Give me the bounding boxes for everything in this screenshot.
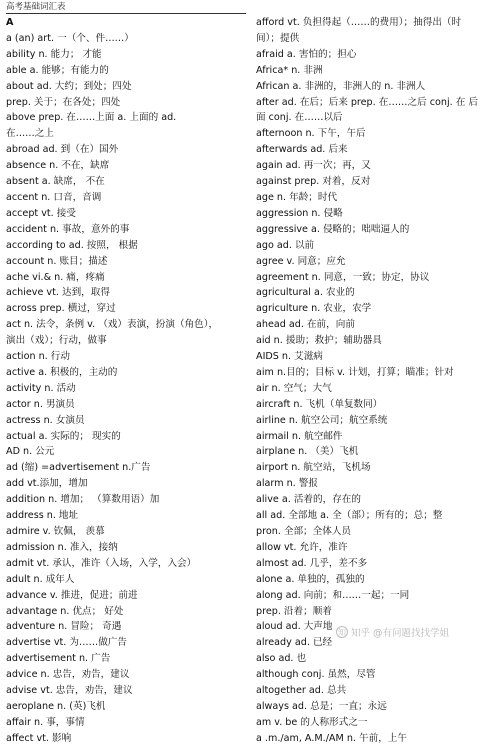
vocab-entry: advertisement n. 广告 <box>6 653 111 665</box>
vocab-entry: address n. 地址 <box>6 510 79 522</box>
vocab-entry: admit vt. 承认，准许（入场，入学，入会） <box>6 557 197 569</box>
vocab-entry: 面 conj. 在……以后 <box>256 112 343 124</box>
vocab-entry: agreement n. 同意，一致；协定，协议 <box>256 271 430 283</box>
vocab-entry: affair n. 事，事情 <box>6 716 85 728</box>
vocab-entry: aeroplane n. (英)飞机 <box>6 700 106 712</box>
vocab-entry: a (an) art. 一（个、件……） <box>6 32 134 44</box>
vocab-entry: above prep. 在……上面 a. 上面的 ad. <box>6 112 177 124</box>
vocab-entry: advance v. 推进，促进；前进 <box>6 589 138 601</box>
vocab-entry: agriculture n. 农业，农学 <box>256 303 372 315</box>
vocab-entry: against prep. 对着，反对 <box>256 176 371 188</box>
vocab-entry: already ad. 已经 <box>256 637 333 649</box>
left-column <box>6 15 250 747</box>
vocab-entry: advice n. 忠告，劝告，建议 <box>6 669 130 681</box>
vocab-entry: AIDS n. 艾滋病 <box>256 351 323 363</box>
vocab-entry: aggressive a. 侵略的；咄咄逼人的 <box>256 223 410 235</box>
vocab-entry: afterwards ad. 后来 <box>256 144 348 156</box>
vocab-entry: prep. 关于；在各处；四处 <box>6 96 121 108</box>
vocab-entry: ahead ad. 在前，向前 <box>256 319 355 331</box>
vocab-entry: activity n. 活动 <box>6 382 76 394</box>
vocab-entry: accept vt. 接受 <box>6 207 76 219</box>
vocab-entry: a .m./am, A.M./AM n. 午前，上午 <box>256 732 407 744</box>
vocab-entry: airport n. 航空站，飞机场 <box>256 462 371 474</box>
vocab-entry: 演出（戏）；行动，做事 <box>6 335 107 347</box>
vocab-entry: aircraft n. 飞机（单复数同） <box>256 398 383 410</box>
vocab-entry: accent n. 口音，音调 <box>6 191 102 203</box>
vocab-entry: airmail n. 航空邮件 <box>256 430 343 442</box>
vocab-entry: aloud ad. 大声地 <box>256 621 333 633</box>
vocab-entry: age n. 年龄；时代 <box>256 191 338 203</box>
vocab-entry: about ad. 大约；到处；四处 <box>6 80 132 92</box>
vocab-entry: active a. 积极的，主动的 <box>6 366 118 378</box>
vocab-entry: Africa* n. 非洲 <box>256 64 323 76</box>
vocab-entry: pron. 全部；全体人员 <box>256 526 352 537</box>
vocab-entry: afraid a. 害怕的；担心 <box>256 48 357 60</box>
vocab-entry: according to ad. 按照， 根据 <box>6 239 138 251</box>
vocab-entry: afternoon n. 下午，午后 <box>256 128 366 140</box>
vocab-entry: addition n. 增加； （算数用语）加 <box>6 494 160 506</box>
vocab-entry: ago ad. 以前 <box>256 239 315 251</box>
vocab-entry: altogether ad. 总共 <box>256 685 347 697</box>
vocab-entry: airplane n. （美）飞机 <box>256 446 359 458</box>
vocab-entry: able a. 能够；有能力的 <box>6 64 109 76</box>
vocab-entry: agree v. 同意；应允 <box>256 255 346 267</box>
vocab-entry: along ad. 向前；和……一起；一同 <box>256 589 410 601</box>
vocab-entry: airline n. 航空公司；航空系统 <box>256 414 388 426</box>
vocab-entry: advise vt. 忠告，劝告，建议 <box>6 685 133 697</box>
zhihu-icon: 知 <box>338 627 346 637</box>
vocab-entry: 在……之上 <box>6 128 54 140</box>
vocab-entry: agricultural a. 农业的 <box>256 287 355 299</box>
vocab-entry: am v. be 的人称形式之一 <box>256 716 368 728</box>
vocab-entry: absent a. 缺席， 不在 <box>6 176 105 188</box>
watermark <box>336 625 496 639</box>
vocab-entry: achieve vt. 达到，取得 <box>6 287 110 299</box>
vocab-entry: advertise vt. 为……做广告 <box>6 637 127 649</box>
section-letter-heading: A <box>6 17 14 28</box>
vocab-entry: actual a. 实际的； 现实的 <box>6 430 121 442</box>
page-header: 高考基础词汇表 <box>6 2 66 12</box>
vocab-entry: always ad. 总是；一直；永远 <box>256 700 387 712</box>
vocab-entry: again ad. 再一次；再，又 <box>256 160 371 172</box>
vocab-entry: also ad. 也 <box>256 653 307 665</box>
vocab-entry: adult n. 成年人 <box>6 573 75 585</box>
vocab-entry: admire v. 钦佩， 羡慕 <box>6 526 105 537</box>
vocab-entry: absence n. 不在，缺席 <box>6 160 110 172</box>
vocab-entry: ability n. 能力； 才能 <box>6 48 102 60</box>
vocab-entry: AD n. 公元 <box>6 446 55 458</box>
vocab-entry: accident n. 事故，意外的事 <box>6 223 130 235</box>
vocab-entry: all ad. 全部地 a. 全（部）；所有的；总；整 <box>256 510 443 522</box>
vocab-entry: almost ad. 几乎，差不多 <box>256 557 368 569</box>
vocab-entry: adventure n. 冒险； 奇遇 <box>6 621 122 633</box>
watermark-text: 知乎 @有问题找找学姐 <box>351 628 450 639</box>
vocab-entry: actor n. 男演员 <box>6 398 75 410</box>
vocab-entry: 间）；提供 <box>256 32 300 44</box>
vocab-entry: across prep. 横过，穿过 <box>6 303 116 315</box>
vocab-entry: aid n. 援助；救护；辅助器具 <box>256 335 382 347</box>
vocab-entry: prep. 沿着；顺着 <box>256 605 332 617</box>
vocab-entry: add vt.添加，增加 <box>6 478 88 490</box>
header-divider <box>6 13 246 14</box>
vocab-entry: air n. 空气；大气 <box>256 382 332 394</box>
vocab-entry: aggression n. 侵略 <box>256 207 343 219</box>
vocab-entry: ad (缩) =advertisement n.广告 <box>6 462 151 474</box>
vocab-entry: affect vt. 影响 <box>6 732 72 744</box>
vocab-entry: advantage n. 优点； 好处 <box>6 605 124 617</box>
vocab-entry: although conj. 虽然，尽管 <box>256 669 376 681</box>
vocab-entry: allow vt. 允许，准许 <box>256 541 348 553</box>
vocab-entry: actress n. 女演员 <box>6 414 85 426</box>
vocab-entry: admission n. 准入，接纳 <box>6 541 118 553</box>
vocab-entry: ache vi.& n. 痛，疼痛 <box>6 271 105 283</box>
vocab-entry: aim n.目的；目标 v. 计划，打算；瞄准；针对 <box>256 366 454 378</box>
vocab-entry: African a. 非洲的，非洲人的 n. 非洲人 <box>256 80 426 92</box>
vocab-entry: account n. 账目；描述 <box>6 255 108 267</box>
vocab-entry: abroad ad. 到（在）国外 <box>6 144 119 156</box>
vocab-entry: after ad. 在后；后来 prep. 在……之后 conj. 在 后 <box>256 96 478 108</box>
vocab-entry: alone a. 单独的，孤独的 <box>256 573 365 585</box>
vocab-entry: act n. 法令，条例 v. （戏）表演，扮演（角色）， <box>6 319 219 331</box>
vocab-entry: afford vt. 负担得起（……的费用）；抽得出（时 <box>256 17 462 28</box>
vocab-entry: alive a. 活着的，存在的 <box>256 494 361 506</box>
vocab-entry: action n. 行动 <box>6 351 70 363</box>
vocab-entry: alarm n. 警报 <box>256 478 318 490</box>
